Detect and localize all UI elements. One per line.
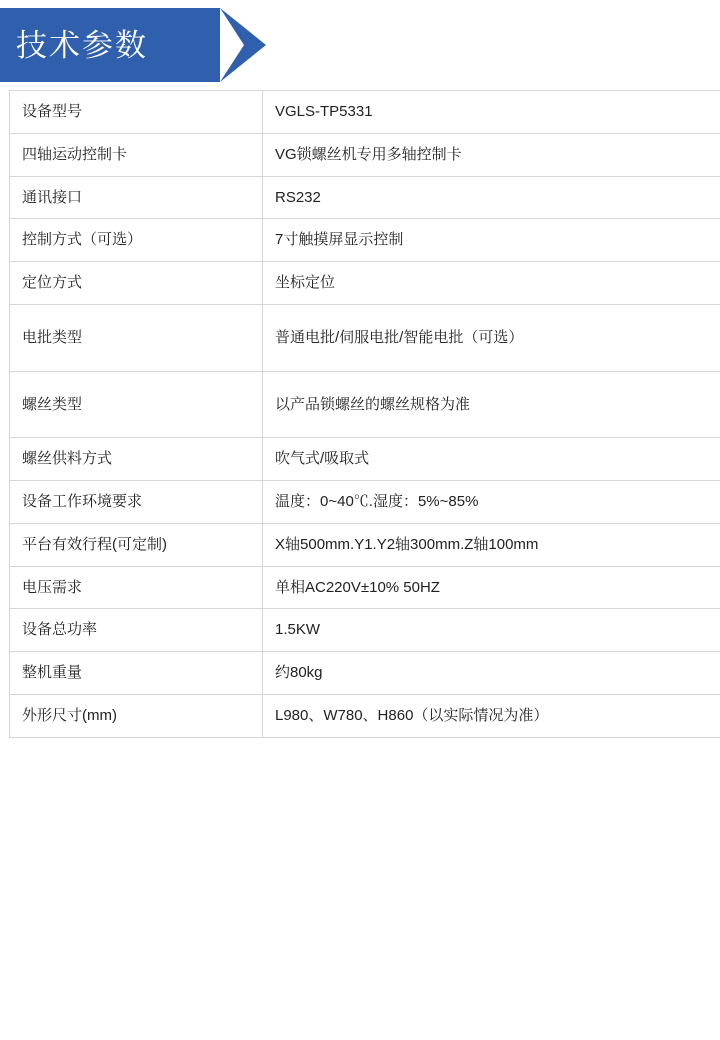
- table-row: [10, 176, 720, 219]
- page-title: 技术参数: [16, 27, 148, 63]
- header-banner: [0, 0, 720, 90]
- table-row: [10, 262, 720, 305]
- spec-value: VGLS-TP5331: [263, 91, 720, 134]
- spec-value: 7寸触摸屏显示控制: [263, 219, 720, 262]
- table-row: [10, 91, 720, 134]
- spec-label: 设备总功率: [10, 609, 263, 652]
- spec-value: L980、W780、H860（以实际情况为准）: [263, 694, 720, 737]
- table-row: [10, 481, 720, 524]
- table-row: [10, 304, 720, 371]
- table-row: [10, 438, 720, 481]
- spec-value: 普通电批/伺服电批/智能电批（可选）: [263, 304, 720, 371]
- table-row: [10, 609, 720, 652]
- spec-label: 螺丝类型: [10, 371, 263, 438]
- spec-label: 四轴运动控制卡: [10, 133, 263, 176]
- spec-label: 电压需求: [10, 566, 263, 609]
- spec-label: 整机重量: [10, 652, 263, 695]
- banner-arrow-notch-icon: [220, 8, 244, 82]
- spec-label: 电批类型: [10, 304, 263, 371]
- table-row: [10, 133, 720, 176]
- table-row: [10, 566, 720, 609]
- spec-value: 单相AC220V±10% 50HZ: [263, 566, 720, 609]
- table-row: [10, 371, 720, 438]
- table-row: [10, 219, 720, 262]
- specification-table-body: [10, 91, 720, 738]
- spec-value: VG锁螺丝机专用多轴控制卡: [263, 133, 720, 176]
- spec-label: 定位方式: [10, 262, 263, 305]
- spec-value: X轴500mm.Y1.Y2轴300mm.Z轴100mm: [263, 523, 720, 566]
- spec-label: 控制方式（可选）: [10, 219, 263, 262]
- spec-label: 螺丝供料方式: [10, 438, 263, 481]
- spec-label: 设备工作环境要求: [10, 481, 263, 524]
- spec-value: 吹气式/吸取式: [263, 438, 720, 481]
- spec-value: 以产品锁螺丝的螺丝规格为准: [263, 371, 720, 438]
- spec-label: 通讯接口: [10, 176, 263, 219]
- table-row: [10, 694, 720, 737]
- spec-label: 外形尺寸(mm): [10, 694, 263, 737]
- table-row: [10, 523, 720, 566]
- spec-value: 温度：0~40℃.湿度：5%~85%: [263, 481, 720, 524]
- header-banner-box: [0, 8, 220, 82]
- table-row: [10, 652, 720, 695]
- spec-value: 1.5KW: [263, 609, 720, 652]
- specification-table: [9, 90, 720, 738]
- spec-value: 坐标定位: [263, 262, 720, 305]
- spec-value: 约80kg: [263, 652, 720, 695]
- spec-value: RS232: [263, 176, 720, 219]
- spec-label: 设备型号: [10, 91, 263, 134]
- spec-label: 平台有效行程(可定制): [10, 523, 263, 566]
